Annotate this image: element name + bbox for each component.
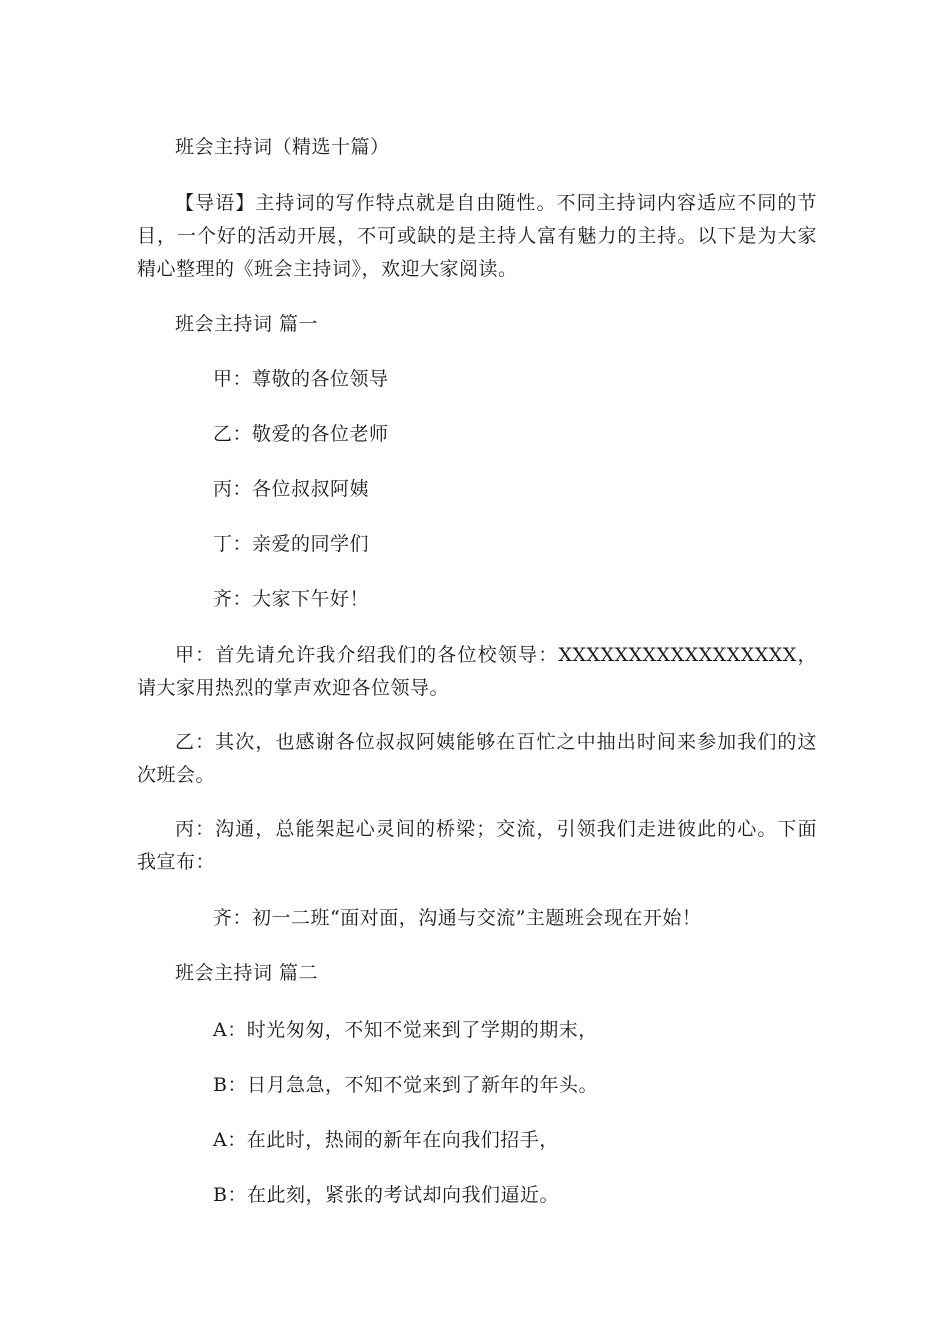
dialogue-line: A：在此时，热闹的新年在向我们招手，: [213, 1129, 559, 1151]
dialogue-line: B：在此刻，紧张的考试却向我们逼近。: [213, 1184, 559, 1206]
dialogue-paragraph: 丙：沟通，总能架起心灵间的桥梁；交流，引领我们走进彼此的心。下面我宣布：: [137, 818, 817, 873]
dialogue-line: 甲：尊敬的各位领导: [213, 368, 389, 390]
section-heading-2: 班会主持词 篇二: [175, 962, 319, 984]
dialogue-line: 齐：大家下午好！: [213, 588, 370, 610]
dialogue-line: B：日月急急，不知不觉来到了新年的年头。: [213, 1074, 598, 1096]
dialogue-line: 丁：亲爱的同学们: [213, 533, 370, 555]
dialogue-line: 乙：敬爱的各位老师: [213, 423, 389, 445]
intro-paragraph: 【导语】主持词的写作特点就是自由随性。不同主持词内容适应不同的节目，一个好的活动开展，不可或缺的是主持人富有魅力的主持。以下是为大家精心整理的《班会主持词》，欢迎大家阅读。: [137, 192, 817, 280]
dialogue-line: A：时光匆匆，不知不觉来到了学期的期末，: [213, 1019, 598, 1041]
dialogue-line: 丙：各位叔叔阿姨: [213, 478, 370, 500]
dialogue-paragraph: 乙：其次，也感谢各位叔叔阿姨能够在百忙之中抽出时间来参加我们的这次班会。: [137, 731, 817, 786]
dialogue-line: 齐：初一二班“面对面，沟通与交流”主题班会现在开始！: [213, 907, 702, 929]
document-title: 班会主持词（精选十篇）: [175, 136, 390, 158]
dialogue-paragraph: 甲：首先请允许我介绍我们的各位校领导：XXXXXXXXXXXXXXXXX，请大家用热烈的掌声欢迎各位领导。: [137, 644, 817, 699]
section-heading-1: 班会主持词 篇一: [175, 313, 319, 335]
